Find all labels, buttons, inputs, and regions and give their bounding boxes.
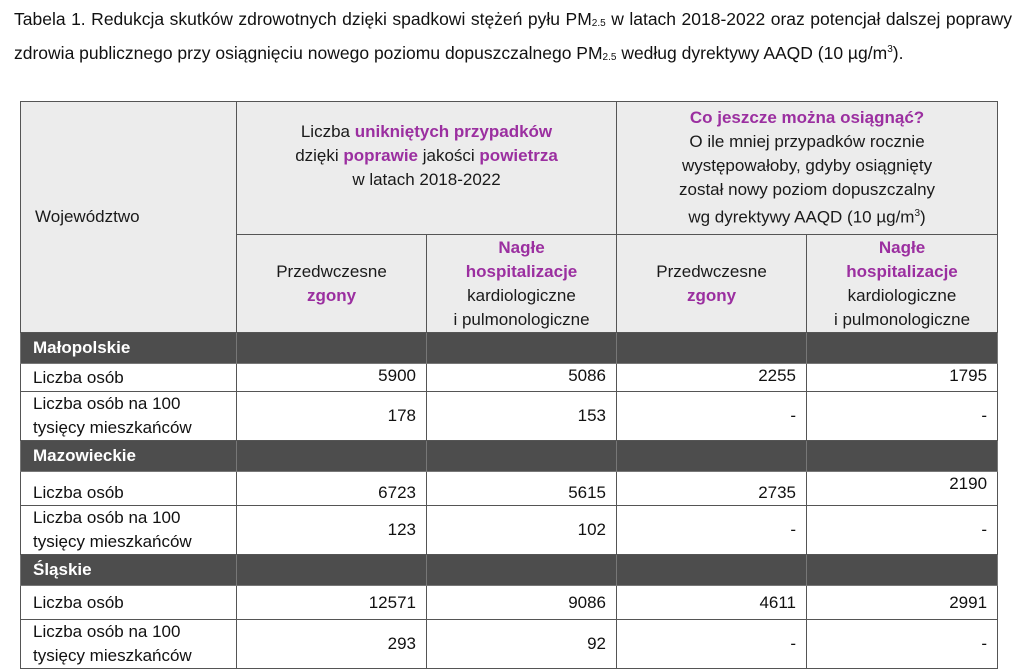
section-cell <box>617 555 807 586</box>
header-highlight: unikniętych przypadków <box>354 122 553 141</box>
header-highlight: zgony <box>686 285 737 305</box>
header-text: O ile mniej przypadków rocznie <box>689 132 925 152</box>
section-cell <box>617 333 807 364</box>
region-name: Śląskie <box>21 555 237 586</box>
header-text: Przedwczesne <box>656 261 767 281</box>
caption-subscript: 2.5 <box>602 51 617 63</box>
table-cell: 2190 <box>807 472 998 506</box>
region-section-row <box>21 441 998 472</box>
table-cell: 153 <box>427 392 617 441</box>
row-label: Liczba osób <box>21 364 237 392</box>
caption-text: ). <box>892 42 904 63</box>
caption-subscript: 2.5 <box>591 18 606 29</box>
row-label: Liczba osób <box>21 586 237 620</box>
header-text: i pulmonologiczne <box>833 309 971 329</box>
table-cell: 5086 <box>427 364 617 392</box>
deaths-column-header <box>237 235 427 333</box>
caption-text: według dyrektywy AAQD (10 µg/m <box>616 42 888 63</box>
avoided-cases-group-header <box>237 102 617 235</box>
table-cell: - <box>807 506 998 555</box>
health-impact-table <box>20 101 998 669</box>
header-highlight: Nagłe <box>878 237 926 257</box>
header-text: wg dyrektywy AAQD (10 µg/m <box>688 207 915 227</box>
deaths-column-header <box>617 235 807 333</box>
caption-text: Tabela 1. Redukcja skutków zdrowotnych dzięki spadkowi stężeń pyłu PM <box>14 9 592 29</box>
section-cell <box>427 441 617 472</box>
section-cell <box>237 441 427 472</box>
header-text: i pulmonologiczne <box>453 309 590 329</box>
table-cell: 4611 <box>617 586 807 620</box>
section-cell <box>237 555 427 586</box>
header-highlight: Co jeszcze można osiągnąć? <box>689 108 925 128</box>
row-label: Liczba osób <box>21 472 237 506</box>
table-cell: 12571 <box>237 586 427 620</box>
header-text: kardiologiczne <box>467 285 576 305</box>
hospitalizations-column-header <box>427 235 617 333</box>
header-highlight: hospitalizacje <box>465 261 578 281</box>
table-cell: 9086 <box>427 586 617 620</box>
header-highlight: powietrza <box>479 146 558 165</box>
table-cell: 5900 <box>237 364 427 392</box>
table-row <box>21 506 998 555</box>
header-highlight: Nagłe <box>498 237 545 257</box>
region-name: Mazowieckie <box>21 441 237 472</box>
hospitalizations-column-header <box>807 235 998 333</box>
table-cell: 1795 <box>807 364 998 392</box>
table-cell: 92 <box>427 620 617 669</box>
header-highlight: poprawie <box>343 146 418 165</box>
row-label-line: Liczba osób na 100 <box>33 622 181 641</box>
row-label-line: tysięcy mieszkańców <box>33 418 192 437</box>
row-label-line: Liczba osób na 100 <box>33 394 181 413</box>
header-text: występowałoby, gdyby osiągnięty <box>681 156 933 176</box>
region-column-header <box>21 102 237 333</box>
table-cell: 293 <box>237 620 427 669</box>
row-label <box>21 506 237 555</box>
row-label <box>21 392 237 441</box>
caption-superscript: 3 <box>887 44 893 55</box>
table-cell: - <box>617 506 807 555</box>
section-cell <box>807 441 998 472</box>
row-label-line: Liczba osób na 100 <box>33 508 181 527</box>
table-cell: - <box>807 620 998 669</box>
row-label-line: tysięcy mieszkańców <box>33 532 192 551</box>
table-cell: 178 <box>237 392 427 441</box>
table-row <box>21 392 998 441</box>
header-text: Liczba <box>300 122 355 141</box>
region-section-row <box>21 555 998 586</box>
header-text: kardiologiczne <box>847 285 957 305</box>
table-cell: 2735 <box>617 472 807 506</box>
header-highlight: zgony <box>306 285 357 305</box>
table-row <box>21 586 998 620</box>
header-text: został nowy poziom dopuszczalny <box>678 180 936 200</box>
table-cell: - <box>807 392 998 441</box>
header-text: Przedwczesne <box>276 261 387 281</box>
table-row <box>21 472 998 506</box>
table-cell: 2255 <box>617 364 807 392</box>
table-cell: 102 <box>427 506 617 555</box>
table-row <box>21 364 998 392</box>
section-cell <box>807 333 998 364</box>
section-cell <box>237 333 427 364</box>
table-row <box>21 620 998 669</box>
header-text: w latach 2018-2022 <box>352 170 501 189</box>
region-name: Małopolskie <box>21 333 237 364</box>
caption-text: w latach 2018-2022 oraz potencjał dalszej poprawy zdrowia publicznego przy osiągnięciu nowego poziomu dopuszczalnego PM <box>14 9 1012 63</box>
region-section-row <box>21 333 998 364</box>
row-label <box>21 620 237 669</box>
table-cell: 123 <box>237 506 427 555</box>
potential-group-header <box>617 102 998 235</box>
section-cell <box>617 441 807 472</box>
table-caption <box>14 6 1012 70</box>
row-label-line: tysięcy mieszkańców <box>33 646 192 665</box>
section-cell <box>427 333 617 364</box>
header-highlight: hospitalizacje <box>846 261 958 281</box>
section-cell <box>807 555 998 586</box>
header-text: jakości <box>418 146 480 165</box>
header-text: dzięki <box>295 146 344 165</box>
table-cell: 2991 <box>807 586 998 620</box>
region-header-label: Województwo <box>35 207 140 226</box>
table-cell: 5615 <box>427 472 617 506</box>
section-cell <box>427 555 617 586</box>
header-text: ) <box>920 207 926 227</box>
table-cell: - <box>617 392 807 441</box>
table-cell: - <box>617 620 807 669</box>
header-superscript: 3 <box>914 208 921 220</box>
table-cell: 6723 <box>237 472 427 506</box>
